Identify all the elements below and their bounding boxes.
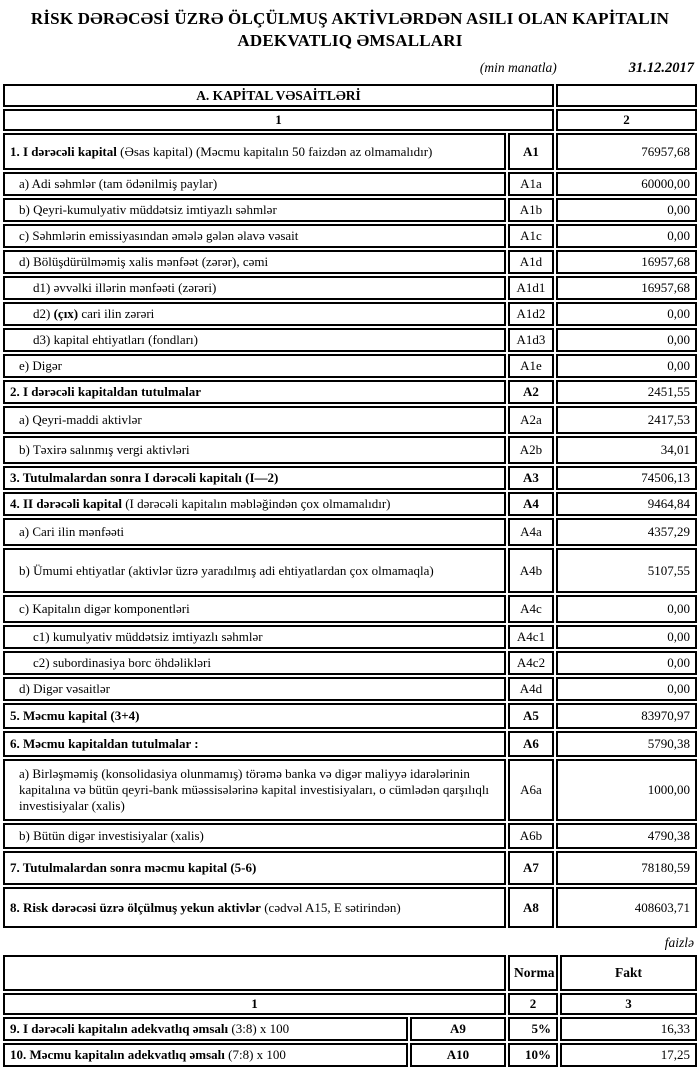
row-label-bold: 10. Məcmu kapitalın adekvatlıq əmsalı (10, 1047, 225, 1063)
row-label-bold: (çıx) (53, 306, 79, 322)
row-label-bold: 6. Məcmu kapitaldan tutulmalar : (10, 736, 199, 752)
fakt-header: Fakt (560, 955, 697, 991)
row-label-text: d1) əvvəlki illərin mənfəəti (zərəri) (33, 280, 217, 296)
capital-row-A1e (3, 354, 697, 378)
row-label (3, 224, 506, 248)
capital-row-A1 (3, 133, 697, 170)
adequacy-table (1, 953, 699, 1069)
row-label (3, 851, 506, 885)
row-label-text: c2) subordinasiya borc öhdəlikləri (33, 655, 211, 671)
row-value: 16957,68 (556, 250, 697, 274)
row-label-bold: 9. I dərəcəli kapitalın adekvatlıq əmsalı (10, 1021, 229, 1037)
row-code: A1d3 (508, 328, 554, 352)
row-value: 76957,68 (556, 133, 697, 170)
row-label-rest: (7:8) x 100 (224, 1047, 286, 1063)
capital-column-number-row (3, 109, 697, 131)
row-label (3, 887, 506, 928)
adequacy-row-A9 (3, 1017, 697, 1041)
row-label-bold: 2. I dərəcəli kapitaldan tutulmalar (10, 384, 202, 400)
row-value: 83970,97 (556, 703, 697, 729)
row-label (3, 250, 506, 274)
row-label (3, 677, 506, 701)
row-label (3, 625, 506, 649)
row-label (3, 328, 506, 352)
row-label-text: e) Digər (19, 358, 62, 374)
capital-row-A7 (3, 851, 697, 885)
row-label (3, 436, 506, 464)
row-label (3, 380, 506, 404)
meta-line (1, 60, 694, 77)
row-code: A1c (508, 224, 554, 248)
row-label-bold: 1. I dərəcəli kapital (10, 143, 117, 159)
capital-row-A1c (3, 224, 697, 248)
capital-row-A4c1 (3, 625, 697, 649)
row-code: A10 (410, 1043, 506, 1067)
row-value: 4790,38 (556, 823, 697, 849)
row-label-text: a) Qeyri-maddi aktivlər (19, 412, 142, 428)
capital-row-A6 (3, 731, 697, 757)
row-norma: 10% (508, 1043, 558, 1067)
adequacy-row-A10 (3, 1043, 697, 1067)
row-label-text: d) Digər vəsaitlər (19, 681, 110, 697)
row-value: 0,00 (556, 625, 697, 649)
page-title (9, 8, 691, 52)
row-value: 5107,55 (556, 548, 697, 593)
row-label (3, 302, 506, 326)
row-code: A1b (508, 198, 554, 222)
row-value: 2451,55 (556, 380, 697, 404)
row-value: 4357,29 (556, 518, 697, 546)
capital-row-A1b (3, 198, 697, 222)
row-code: A1a (508, 172, 554, 196)
capital-row-A8 (3, 887, 697, 928)
capital-row-A1d2 (3, 302, 697, 326)
row-value: 0,00 (556, 328, 697, 352)
row-label (3, 466, 506, 490)
row-code: A2 (508, 380, 554, 404)
capital-row-A6a (3, 759, 697, 821)
row-value: 0,00 (556, 651, 697, 675)
row-label (3, 1017, 408, 1041)
row-code: A8 (508, 887, 554, 928)
row-label-text: b) Bütün digər investisiyalar (xalis) (19, 828, 204, 844)
capital-table-body (3, 84, 697, 928)
row-code: A6 (508, 731, 554, 757)
row-label (3, 651, 506, 675)
row-code: A1d (508, 250, 554, 274)
row-label (3, 172, 506, 196)
page-title-line2: ADEKVATLIQ ƏMSALLARI (237, 31, 463, 51)
row-value: 74506,13 (556, 466, 697, 490)
row-code: A4c2 (508, 651, 554, 675)
capital-row-A2b (3, 436, 697, 464)
row-norma: 5% (508, 1017, 558, 1041)
adequacy-column-number-2: 2 (508, 993, 558, 1015)
norma-header: Norma (508, 955, 558, 991)
row-value: 60000,00 (556, 172, 697, 196)
row-label (3, 492, 506, 516)
row-label-text: d3) kapital ehtiyatları (fondları) (33, 332, 198, 348)
row-code: A2a (508, 406, 554, 434)
row-code: A4 (508, 492, 554, 516)
page-title-line1: RİSK DƏRƏCƏSİ ÜZRƏ ÖLÇÜLMUŞ AKTİVLƏRDƏN ASILI OLAN KAPİTALIN (30, 9, 670, 28)
capital-row-A4c (3, 595, 697, 623)
row-value: 0,00 (556, 198, 697, 222)
row-label (3, 406, 506, 434)
row-value: 2417,53 (556, 406, 697, 434)
row-label-bold: 7. Tutulmalardan sonra məcmu kapital (5-6) (10, 860, 257, 876)
capital-row-A4 (3, 492, 697, 516)
row-code: A6a (508, 759, 554, 821)
row-label (3, 823, 506, 849)
row-label-text: (I dərəcəli kapitalın məbləğindən çox olmamalıdır) (121, 496, 391, 512)
row-value: 0,00 (556, 224, 697, 248)
capital-section-header-row (3, 84, 697, 107)
row-label-bold: 8. Risk dərəcəsi üzrə ölçülmuş yekun aktivlər (10, 899, 261, 915)
row-value: 34,01 (556, 436, 697, 464)
row-label-text: b) Ümumi ehtiyatlar (aktivlər üzrə yaradılmış adi ehtiyatlardan çox olmamaqla) (19, 562, 434, 578)
row-label (3, 1043, 408, 1067)
row-code: A5 (508, 703, 554, 729)
row-value: 16957,68 (556, 276, 697, 300)
row-label-text: a) Birləşməmiş (konsolidasiya olunmamış) törəmə banka və digər maliyyə idarələrinin kapitalına və bütün qeyri-bank müəssisələrinə kapital investisiyaları, o cümlədən qarşılıqlı investisiyalar (xalis) (19, 766, 490, 814)
capital-row-A1a (3, 172, 697, 196)
row-code: A9 (410, 1017, 506, 1041)
capital-row-A5 (3, 703, 697, 729)
row-value: 0,00 (556, 354, 697, 378)
row-code: A7 (508, 851, 554, 885)
row-label-text: b) Qeyri-kumulyativ müddətsiz imtiyazlı səhmlər (19, 202, 277, 218)
row-label-text: c1) kumulyativ müddətsiz imtiyazlı səhmlər (33, 629, 263, 645)
row-label-text: c) Kapitalın digər komponentləri (19, 601, 190, 617)
capital-row-A4b (3, 548, 697, 593)
row-label-text: (Əsas kapital) (Məcmu kapitalın 50 faizdən az olmamalıdır) (116, 143, 433, 159)
row-label-text: c) Səhmlərin emissiyasından əmələ gələn əlavə vəsait (19, 228, 299, 244)
row-code: A1d2 (508, 302, 554, 326)
row-code: A3 (508, 466, 554, 490)
row-label (3, 518, 506, 546)
row-label (3, 276, 506, 300)
row-code: A1d1 (508, 276, 554, 300)
row-code: A4c1 (508, 625, 554, 649)
row-label-bold: 4. II dərəcəli kapital (10, 496, 122, 512)
adequacy-column-number-3: 3 (560, 993, 697, 1015)
row-label-rest: (3:8) x 100 (228, 1021, 290, 1037)
section-header: A. KAPİTAL VƏSAİTLƏRİ (3, 84, 554, 107)
adequacy-header-empty-cell (3, 955, 506, 991)
capital-row-A4a (3, 518, 697, 546)
row-label (3, 731, 506, 757)
row-value: 0,00 (556, 302, 697, 326)
adequacy-header-row (3, 955, 697, 991)
row-label-text: d2) (33, 306, 54, 322)
row-code: A4a (508, 518, 554, 546)
row-label-text: d) Bölüşdürülməmiş xalis mənfəət (zərər), cəmi (19, 254, 269, 270)
row-value: 78180,59 (556, 851, 697, 885)
column-number-1: 1 (3, 109, 554, 131)
capital-row-A1d1 (3, 276, 697, 300)
row-label (3, 703, 506, 729)
row-fakt: 17,25 (560, 1043, 697, 1067)
row-value: 0,00 (556, 595, 697, 623)
row-value: 0,00 (556, 677, 697, 701)
adequacy-column-number-row (3, 993, 697, 1015)
row-code: A4d (508, 677, 554, 701)
row-label-text: cari ilin zərəri (78, 306, 155, 322)
adequacy-column-number-1: 1 (3, 993, 506, 1015)
row-label (3, 595, 506, 623)
row-label-text: a) Cari ilin mənfəəti (19, 524, 125, 540)
capital-row-A1d3 (3, 328, 697, 352)
row-value: 408603,71 (556, 887, 697, 928)
row-label-text: b) Təxirə salınmış vergi aktivləri (19, 442, 190, 458)
capital-row-A4d (3, 677, 697, 701)
capital-row-A4c2 (3, 651, 697, 675)
report-date: 31.12.2017 (628, 60, 694, 77)
row-label (3, 198, 506, 222)
row-label-bold: 3. Tutulmalardan sonra I dərəcəli kapitalı (I—2) (10, 470, 279, 486)
column-number-2: 2 (556, 109, 697, 131)
row-code: A4b (508, 548, 554, 593)
row-label-text: a) Adi səhmlər (tam ödənilmiş paylar) (19, 176, 218, 192)
row-value: 9464,84 (556, 492, 697, 516)
row-label (3, 759, 506, 821)
section-header-empty-cell (556, 84, 697, 107)
capital-row-A2a (3, 406, 697, 434)
row-code: A1e (508, 354, 554, 378)
capital-row-A3 (3, 466, 697, 490)
row-code: A2b (508, 436, 554, 464)
row-value: 1000,00 (556, 759, 697, 821)
row-label (3, 548, 506, 593)
capital-row-A6b (3, 823, 697, 849)
capital-row-A2 (3, 380, 697, 404)
row-code: A4c (508, 595, 554, 623)
row-label (3, 133, 506, 170)
percent-note: faizlə (664, 935, 694, 951)
row-value: 5790,38 (556, 731, 697, 757)
unit-note: (min manatla) (479, 60, 557, 76)
row-code: A6b (508, 823, 554, 849)
capital-row-A1d (3, 250, 697, 274)
row-label-bold: 5. Məcmu kapital (3+4) (10, 708, 140, 724)
row-fakt: 16,33 (560, 1017, 697, 1041)
row-code: A1 (508, 133, 554, 170)
capital-table (1, 82, 699, 930)
row-label-text: (cədvəl A15, E sətirindən) (260, 899, 401, 915)
row-label (3, 354, 506, 378)
